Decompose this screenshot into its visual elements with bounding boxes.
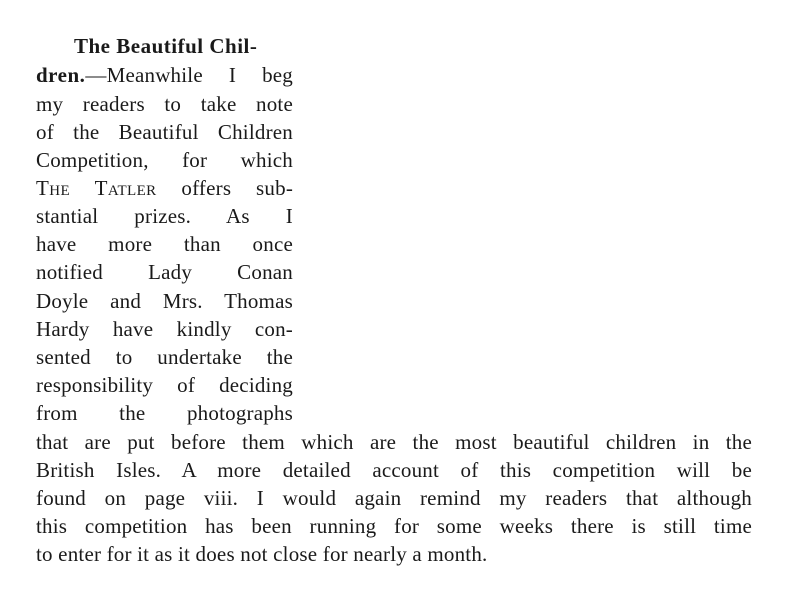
text-line-12 xyxy=(36,343,293,371)
text-line-17 xyxy=(36,484,752,512)
text-fragment: to enter for it as it does not close for nearly a month. xyxy=(36,542,488,566)
text-line-14 xyxy=(36,399,293,427)
text-fragment: of the Beautiful Children xyxy=(36,120,293,144)
text-line-18 xyxy=(36,512,752,540)
text-fragment: that are put before them which are the most beautiful children in the xyxy=(36,430,752,454)
text-fragment: responsibility of deciding xyxy=(36,373,293,397)
text-line-10 xyxy=(36,287,293,315)
text-line-2 xyxy=(36,61,293,89)
text-fragment: Competition, for which xyxy=(36,148,293,172)
text-line-3 xyxy=(36,90,293,118)
text-fragment: notified Lady Conan xyxy=(36,260,293,284)
text-fragment: Doyle and Mrs. Thomas xyxy=(36,289,293,313)
publication-name: The Tatler xyxy=(36,176,157,200)
text-fragment: have more than once xyxy=(36,232,293,256)
text-fragment: stantial prizes. As I xyxy=(36,204,293,228)
text-line-6 xyxy=(36,174,293,202)
text-line-5 xyxy=(36,146,293,174)
text-fragment: my readers to take note xyxy=(36,92,293,116)
text-fragment: —Meanwhile I beg xyxy=(85,63,293,87)
section-heading: The Beautiful Chil- xyxy=(74,34,258,58)
section-heading-continued: dren. xyxy=(36,63,86,87)
text-fragment: sented to undertake the xyxy=(36,345,293,369)
text-fragment: Hardy have kindly con- xyxy=(36,317,293,341)
text-line-19 xyxy=(36,540,752,568)
text-line-15 xyxy=(36,428,752,456)
text-line-11 xyxy=(36,315,293,343)
text-fragment: this competition has been running for some weeks there is still time xyxy=(36,514,752,538)
text-fragment: offers sub- xyxy=(181,176,294,200)
text-fragment: found on page viii. I would again remind my readers that although xyxy=(36,486,752,510)
text-line-8 xyxy=(36,230,293,258)
text-line-9 xyxy=(36,258,293,286)
text-line-13 xyxy=(36,371,293,399)
heading-line-1 xyxy=(74,32,293,60)
text-line-7 xyxy=(36,202,293,230)
text-line-4 xyxy=(36,118,293,146)
text-line-16 xyxy=(36,456,752,484)
text-fragment: British Isles. A more detailed account of this competition will be xyxy=(36,458,752,482)
text-fragment: from the photographs xyxy=(36,401,293,425)
